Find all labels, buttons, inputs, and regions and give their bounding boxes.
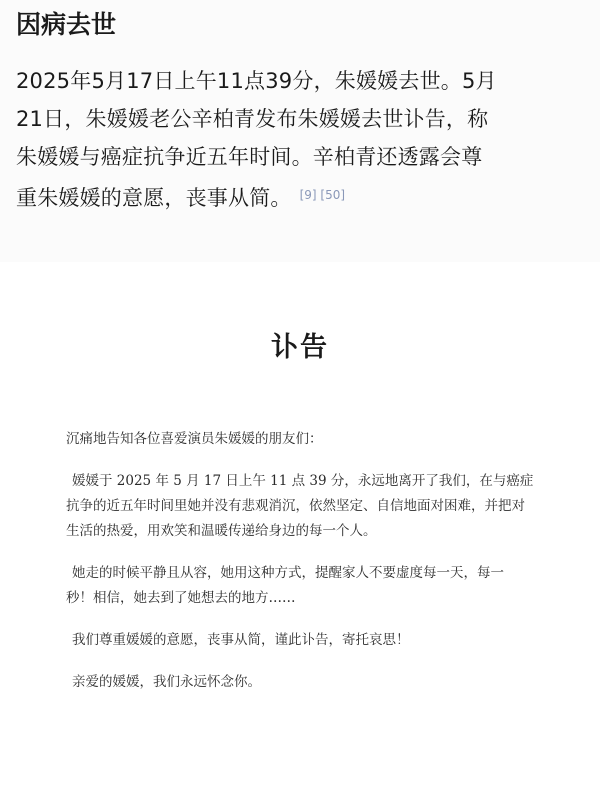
article-line-text: 重朱媛媛的意愿，丧事从简。 [16,186,292,210]
notice-paragraph-line: 我们尊重媛媛的意愿，丧事从简，谨此讣告，寄托哀思！ [72,632,410,648]
notice-closing: 亲爱的媛媛，我们永远怀念你。 [72,674,261,690]
article-line: 21日，朱媛媛老公辛柏青发布朱媛媛去世讣告，称 [16,107,489,131]
section-heading: 因病去世 [16,10,117,39]
article-line-last [16,176,588,217]
notice-paragraph-line: 秒！相信，她去到了她想去的地方…… [66,590,296,606]
article-line: 朱媛媛与癌症抗争近五年时间。辛柏青还透露会尊 [16,145,483,169]
article-section [0,0,600,262]
notice-paragraph-line: 抗争的近五年时间里她并没有悲观消沉，依然坚定、自信地面对困难，并把对 [66,498,525,514]
citation-link[interactable]: [9] [50] [299,188,346,202]
notice-paragraph-line: 媛媛于 2025 年 5 月 17 日上午 11 点 39 分，永远地离开了我们，在与癌症 [72,473,534,489]
article-paragraph [16,62,588,217]
obituary-notice-image [0,262,600,786]
notice-greeting: 沉痛地告知各位喜爱演员朱媛媛的朋友们： [66,431,323,447]
article-line: 2025年5月17日上午11点39分，朱媛媛去世。5月 [16,69,497,93]
notice-paragraph-line: 生活的热爱，用欢笑和温暖传递给身边的每一个人。 [66,523,377,539]
notice-body [66,427,576,695]
notice-paragraph-line: 她走的时候平静且从容，她用这种方式，提醒家人不要虚度每一天，每一 [72,565,504,581]
notice-title: 讣告 [271,332,329,363]
